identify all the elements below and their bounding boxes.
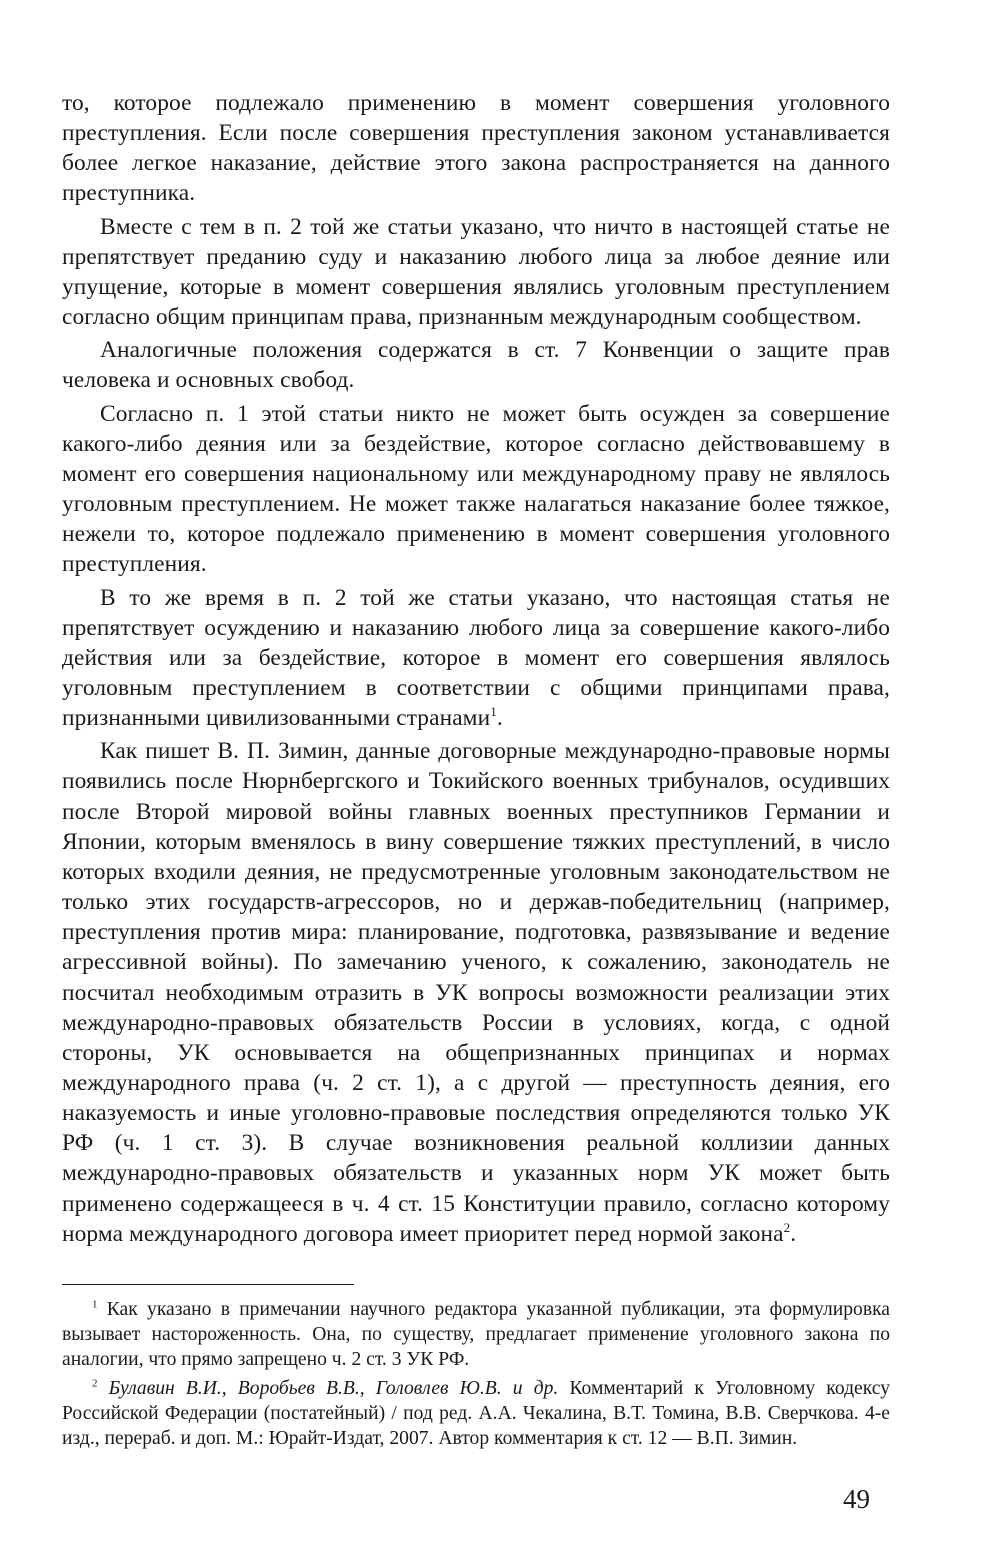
footnote-1 bbox=[62, 1297, 890, 1373]
paragraph-6 bbox=[62, 736, 890, 1249]
footnote-2-mark: 2 bbox=[92, 1377, 98, 1390]
page-number: 49 bbox=[843, 1484, 870, 1514]
footnote-ref-1[interactable]: 1 bbox=[490, 704, 497, 720]
paragraph-2: Вместе с тем в п. 2 той же статьи указано, что ничто в настоящей статье не препятствует преданию суду и наказанию любого лица за любое деяние или упущение, которые в момент совершения являлись уголовным преступлением согласно общим принципам права, признанным международным сообществом. bbox=[62, 213, 890, 331]
footnote-2-authors: Булавин В.И., Воробьев В.В., Головлев Ю.В. и др. bbox=[108, 1377, 559, 1399]
paragraph-6-text: Как пишет В. П. Зимин, данные договорные международно-правовые нормы появились после Нюрнбергского и Токийского военных трибуналов, осудивших после Второй мировой войны главных военных преступников Германии и Японии, которым вменялось в вину совершение тяжких преступлений, в число которых входили деяния, не предусмотренные уголовным законодательством не только этих государств-агрессоров, но и держав-победительниц (например, преступления против мира: планирование, подготовка, развязывание и ведение агрессивной войны). По замечанию ученого, к сожалению, законодатель не посчитал необходимым отразить в УК вопросы возможности реализации этих международно-правовых обязательств России в условиях, когда, с одной стороны, УК основывается на общепризнанных принципах и нормах международного права (ч. 2 ст. 1), а с другой — преступность деяния, его наказуемость и иные уголовно-правовые последствия определяются только УК РФ (ч. 1 ст. 3). В случае возникновения реальной коллизии данных международно-правовых обязательств и указанных норм УК может быть применено содержащееся в ч. 4 ст. 15 Конституции правило, согласно которому норма международного договора имеет приоритет перед нормой закона bbox=[62, 738, 890, 1247]
footnote-2 bbox=[62, 1376, 890, 1452]
footnotes bbox=[62, 1297, 890, 1451]
footnote-2-text: Комментарий к Уголовному кодексу Российской Федерации (постатейный) / под ред. А.А. Чекалина, В.Т. Томина, В.В. Сверчкова. 4-е изд., перераб. и доп. М.: Юрайт-Издат, 2007. Автор комментария к ст. 12 — В.П. Зимин. bbox=[62, 1377, 890, 1450]
paragraph-5-text: В то же время в п. 2 той же статьи указано, что настоящая статья не препятствует осуждению и наказанию любого лица за совершение какого-либо действия или за бездействие, которое в момент его совершения являлось уголовным преступлением в соответствии с общими принципами права, признанными цивилизованными странами bbox=[62, 584, 890, 732]
paragraph-1: то, которое подлежало применению в момент совершения уголовного преступления. Если после совершения преступления законом устанавливается более легкое наказание, действие этого закона распространяется на данного преступника. bbox=[62, 90, 890, 207]
paragraph-3: Аналогичные положения содержатся в ст. 7 Конвенции о защите прав человека и основных свобод. bbox=[62, 337, 890, 394]
paragraph-5 bbox=[62, 583, 890, 734]
paragraph-5-period: . bbox=[496, 705, 503, 732]
footnote-1-text: Как указано в примечании научного редактора указанной публикации, эта формулировка вызывает настороженность. Она, по существу, предлагает применение уголовного закона по аналогии, что прямо запрещено ч. 2 ст. 3 УК РФ. bbox=[62, 1299, 890, 1371]
footnote-1-mark: 1 bbox=[92, 1298, 98, 1311]
footnote-ref-2[interactable]: 2 bbox=[783, 1219, 791, 1235]
paragraph-4: Согласно п. 1 этой статьи никто не может быть осужден за совершение какого-либо деяния или за бездействие, которое согласно действовавшему в момент его совершения национальному или международному праву не являлось уголовным преступлением. Не может также налагаться наказание более тяжкое, нежели то, которое подлежало применению в момент совершения уголовного преступления. bbox=[62, 400, 890, 578]
main-text bbox=[62, 88, 890, 1249]
paragraph-6-period: . bbox=[790, 1220, 797, 1247]
footnote-separator bbox=[62, 1284, 354, 1285]
